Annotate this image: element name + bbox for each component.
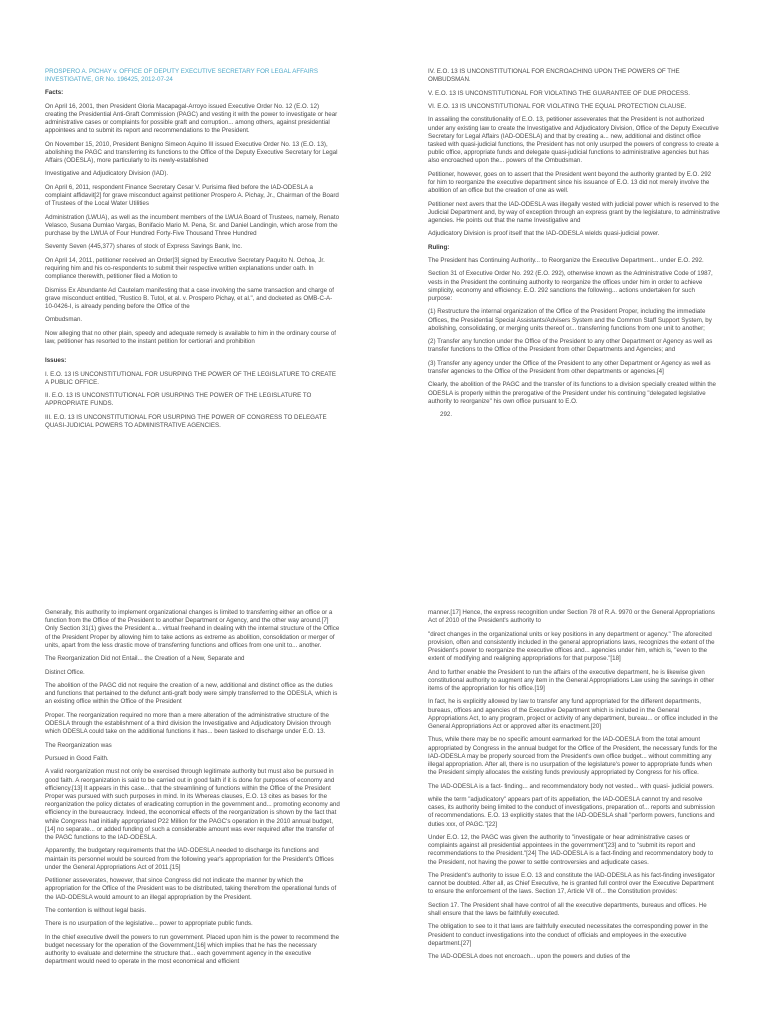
facts-paragraph: On April 14, 2011, petitioner received an Order[3] signed by Executive Secretary Paquito N. Ochoa, Jr. requiring him and his co-respondents to submit their respective written explanations under oath. In compliance therewith, petitioner filed a Motion to xyxy=(45,256,325,281)
ruling-heading: Ruling: xyxy=(428,243,450,251)
body-paragraph: Thus, while there may be no specific amount earmarked for the IAD-ODESLA from the total amount appropriated by Congress in the annual budget for the Office of the President, the necessary funds for the IAD-ODESLA may be properly sourced from the President's own office budget... without committing any illegal appropriation. After all, there is no usurpation of the legislature's power to appropriate funds when the President simply allocates the existing funds previously appropriated by Congress for his office. xyxy=(428,736,718,777)
body-paragraph: The contention is without legal basis. xyxy=(45,906,147,914)
argument-paragraph: Adjudicatory Division is proof itself that the IAD-ODESLA wields quasi-judicial power. xyxy=(428,230,660,238)
body-paragraph: The obligation to see to it that laws are faithfully executed necessitates the corresponding power in the President to conduct investigations into the conduct of officials and employees in the executive department.[27] xyxy=(428,923,708,947)
facts-paragraph: Ombudsman. xyxy=(45,316,83,324)
issues-heading: Issues: xyxy=(45,357,67,365)
body-paragraph: In fact, he is explicitly allowed by law to transfer any fund appropriated for the different departments, bureaus, offices and agencies of the Executive Department which is included in the General Appropriations Act, to any program, project or activity of any department, bureau... or office included in the General Appropriations Act or approved after its enactment.[20] xyxy=(428,698,718,730)
issue-item: VI. E.O. 13 IS UNCONSTITUTIONAL FOR VIOLATING THE EQUAL PROTECTION CLAUSE. xyxy=(428,102,687,110)
bottom-right-column xyxy=(428,609,720,967)
argument-paragraph: Petitioner next avers that the IAD-ODESLA was illegally vested with judicial power which is reserved to the Judicial Department and, by way of exception through an express grant by the legislature, to administrative agencies. He points out that the name Investigative and xyxy=(428,200,721,224)
ruling-paragraph: (1) Restructure the internal organization of the Office of the President Proper, including the immediate Offices, the Presidential Special Assistants/Advisers System and the Common Staff Support System, by abolishing, consolidating, or merging units thereof or... transferring functions from one unit to another; xyxy=(428,308,712,332)
body-paragraph: "direct changes in the organizational units or key positions in any department or agency." The aforecited provision, often and consistently included in the general appropriations laws, recognizes the extent of the President's power to reorganize the executive offices and... agencies under him, which is, "even to the extent of modifying and realigning appropriations for that purpose."[18] xyxy=(428,630,715,663)
ruling-end: 292. xyxy=(440,411,453,419)
body-paragraph: Petitioner asseverates, however, that since Congress did not indicate the manner by which the appropriation for the Office of the President was to be distributed, taking therefrom the operational funds of the IAD-ODESLA would amount to an illegal appropriation by the President. xyxy=(45,877,337,901)
body-paragraph: while the term "adjudicatory" appears part of its appellation, the IAD-ODESLA cannot try and resolve cases, its authority being limited to the conduct of investigations, preparation of... reports and submission of recommendations. E.O. 13 explicitly states that the IAD-ODESLA shall "perform powers, functions and duties xxx, of PAGC."[22] xyxy=(428,795,715,828)
body-paragraph: The Reorganization Did not Entail... the Creation of a New, Separate and xyxy=(45,655,245,663)
body-paragraph: Apparently, the budgetary requirements that the IAD-ODESLA needed to discharge its functions and maintain its personnel would be sourced from the following year's appropriation for the President's Offices under the General Appropriations Act of 2011.[15] xyxy=(45,847,334,871)
body-paragraph: In the chief executive dwell the powers to run government. Placed upon him is the power to recommend the budget necessary for the operation of the Government,[16] which implies that he has the necessary authority to evaluate and determine the structure that... each government agency in the executive department would need to operate in the most economical and efficient xyxy=(45,933,340,966)
case-title: PROSPERO A. PICHAY v. OFFICE OF DEPUTY EXECUTIVE SECRETARY FOR LEGAL AFFAIRS INVESTIGATIVE, GR No. 196425, 2012-07-24 xyxy=(45,68,318,84)
issue-item: I. E.O. 13 IS UNCONSTITUTIONAL FOR USURPING THE POWER OF THE LEGISLATURE TO CREATE A PUBLIC OFFICE. xyxy=(45,370,336,386)
facts-paragraph: Investigative and Adjudicatory Division (IAD). xyxy=(45,170,169,178)
body-paragraph: Distinct Office. xyxy=(45,668,85,676)
body-paragraph: The President's authority to issue E.O. 13 and constitute the IAD-ODESLA as his fact-finding investigator cannot be doubted. After all, as Chief Executive, he is granted full control over the Executive Department to ensure the enforcement of the laws. Section 17, Article VII of... the Constitution provides: xyxy=(428,871,715,896)
body-paragraph: The abolition of the PAGC did not require the creation of a new, additional and distinct office as the duties and functions that pertained to the defunct anti-graft body were simply transferred to the ODESLA, which is an existing office within the Office of the President xyxy=(45,681,338,706)
top-right-column xyxy=(428,68,720,425)
body-paragraph: The IAD-ODESLA does not encroach... upon the powers and duties of the xyxy=(428,953,631,961)
issue-item: IV. E.O. 13 IS UNCONSTITUTIONAL FOR ENCROACHING UPON THE POWERS OF THE OMBUDSMAN. xyxy=(428,68,680,84)
body-paragraph: The IAD-ODESLA is a fact- finding... and recommendatory body not vested... with quasi- judicial powers. xyxy=(428,782,714,790)
facts-paragraph: On April 6, 2011, respondent Finance Secretary Cesar V. Purisima filed before the IAD-ODESLA a complaint affidavit[2] for grave misconduct against petitioner Prospero A. Pichay, Jr., Chairman of the Board of Trustees of the Local Water Utilities xyxy=(45,183,339,208)
body-paragraph: The Reorganization was xyxy=(45,741,112,749)
body-paragraph: And to further enable the President to run the affairs of the executive department, he is likewise given constitutional authority to augment any item in the General Appropriations Law using the savings in other items of the appropriation for his office.[19] xyxy=(428,668,715,692)
body-paragraph: There is no usurpation of the legislative... power to appropriate public funds. xyxy=(45,920,253,928)
issue-item: V. E.O. 13 IS UNCONSTITUTIONAL FOR VIOLATING THE GUARANTEE OF DUE PROCESS. xyxy=(428,89,690,97)
facts-paragraph: On April 16, 2001, then President Gloria Macapagal-Arroyo issued Executive Order No. 12 (E.O. 12) creating the Presidential Anti-Graft Commission (PAGC) and vesting it with the power to investigate or hear administrative cases or complaints for possible graft and corruption... among others, against presidential appointees and to submit its report and recommendations to the President. xyxy=(45,102,338,135)
body-paragraph: Section 17. The President shall have control of all the executive departments, bureaus and offices. He shall ensure that the laws be faithfully executed. xyxy=(428,901,707,917)
body-paragraph: Under E.O. 12, the PAGC was given the authority to "investigate or hear administrative cases or complaints against all presidential appointees in the government"[23] and to "submit its report and recommendations to the President."[24] The IAD-ODESLA is a fact-finding and recommendatory body to the President, not having the power to settle controversies and adjudicate cases. xyxy=(428,833,714,866)
body-paragraph: A valid reorganization must not only be exercised through legitimate authority but must also be pursued in good faith. A reorganization is said to be carried out in good faith if it is done for purposes of economy and efficiency.[13] It appears in this case... that the streamlining of functions within the Office of the President Proper was pursued with such purposes in mind. In its Whereas clauses, E.O. 13 cites as bases for the reorganization the policy dictates of eradicating corruption in the government and... promoting economy and efficiency in the bureaucracy. Indeed, the economical effects of the reorganization is shown by the fact that while Congress had initially appropriated P22 Million for the PAGC's operation in the 2010 annual budget,[14] no separate... or added funding of such a considerable amount was ever required after the transfer of the PAGC functions to the IAD-ODESLA. xyxy=(45,768,340,841)
issue-item: III. E.O. 13 IS UNCONSTITUTIONAL FOR USURPING THE POWER OF CONGRESS TO DELEGATE QUASI-JUDICIAL POWERS TO ADMINISTRATIVE AGENCIES. xyxy=(45,413,327,429)
facts-paragraph: Seventy Seven (445,377) shares of stock of Express Savings Bank, Inc. xyxy=(45,243,243,251)
bottom-left-column xyxy=(45,609,340,972)
ruling-paragraph: The President has Continuing Authority... to Reorganize the Executive Department... under E.O. 292. xyxy=(428,256,704,264)
facts-paragraph: Administration (LWUA), as well as the incumbent members of the LWUA Board of Trustees, namely, Renato Velasco, Susana Dumlao Vargas, Bonifacio Mario M. Pena, Sr. and Daniel Landingin, which arose from the purchase by the LWUA of Four Hundred Forty-Five Thousand Three Hundred xyxy=(45,213,340,237)
ruling-paragraph: (3) Transfer any agency under the Office of the President to any other Department or Agency as well as transfer agencies to the Office of the President from other departments or agencies.[4] xyxy=(428,359,711,375)
facts-paragraph: On November 15, 2010, President Benigno Simeon Aquino III issued Executive Order No. 13 (E.O. 13), abolishing the PAGC and transferring its functions to the Office of the Deputy Executive Secretary for Legal Affairs (ODESLA), more particularly to its newly-established xyxy=(45,140,338,165)
facts-heading: Facts: xyxy=(45,89,64,97)
body-paragraph: Generally, this authority to implement organizational changes is limited to transferring either an office or a function from the Office of the President to another Department or Agency, and the other way around.[7] Only Section 31(1) gives the President a... virtual freehand in dealing with the internal structure of the Office of the President Proper by allowing him to take actions as extreme as abolition, consolidation or merger of units, apart from the less drastic move of transferring functions and offices from one unit to... another. xyxy=(45,609,340,649)
body-paragraph: Proper. The reorganization required no more than a mere alteration of the administrative structure of the ODESLA through the establishment of a third division the Investigative and Adjudicatory Division through which ODESLA could take on the additional functions it has... been tasked to discharge under E.O. 13. xyxy=(45,711,331,736)
facts-paragraph: Dismiss Ex Abundante Ad Cautelam manifesting that a case involving the same transaction and charge of grave misconduct entitled, "Rustico B. Tutol, et al. v. Prospero Pichay, et al.", and docketed as OMB-C-A-10-0426-I, is already pending before the Office of the xyxy=(45,286,334,310)
top-left-column xyxy=(45,68,340,435)
argument-paragraph: In assailing the constitutionality of E.O. 13, petitioner asseverates that the President is not authorized under any existing law to create the Investigative and Adjudicatory Division, Office of the Deputy Executive Secretary for Legal Affairs (IAD-ODESLA) and that by creating a... new, additional and distinct office tasked with quasi-judicial functions, the President has not only usurped the powers of congress to create a public office, appropriate funds and delegate quasi-judicial functions to administrative agencies but has also encroached upon the... powers of the Ombudsman. xyxy=(428,116,719,165)
ruling-paragraph: (2) Transfer any function under the Office of the President to any other Department or Agency as well as transfer functions to the Office of the President from other Departments and Agencies; and xyxy=(428,338,713,354)
ruling-paragraph: Clearly, the abolition of the PAGC and the transfer of its functions to a division specially created within the ODESLA is properly within the prerogative of the President under his continuing "delegated legislative authority to reorganize" his own office pursuant to E.O. xyxy=(428,381,716,405)
body-paragraph: manner.[17] Hence, the express recognition under Section 78 of R.A. 9970 or the General Appropriations Act of 2010 of the President's authority to xyxy=(428,609,715,625)
ruling-paragraph: Section 31 of Executive Order No. 292 (E.O. 292), otherwise known as the Administrative Code of 1987, vests in the President the continuing authority to reorganize the offices under him in order to achieve simplicity, economy and efficiency. E.O. 292 sanctions the following... actions undertaken for such purpose: xyxy=(428,270,713,302)
argument-paragraph: Petitioner, however, goes on to assert that the President went beyond the authority granted by E.O. 292 for him to reorganize the executive department since his issuance of E.O. 13 did not merely involve the abolition of an office but the creation of one as well. xyxy=(428,170,712,195)
issue-item: II. E.O. 13 IS UNCONSTITUTIONAL FOR USURPING THE POWER OF THE LEGISLATURE TO APPROPRIATE FUNDS. xyxy=(45,392,312,408)
body-paragraph: Pursued in Good Faith. xyxy=(45,754,109,762)
facts-paragraph: Now alleging that no other plain, speedy and adequate remedy is available to him in the ordinary course of law, petitioner has resorted to the instant petition for certiorari and prohibition xyxy=(45,329,336,345)
